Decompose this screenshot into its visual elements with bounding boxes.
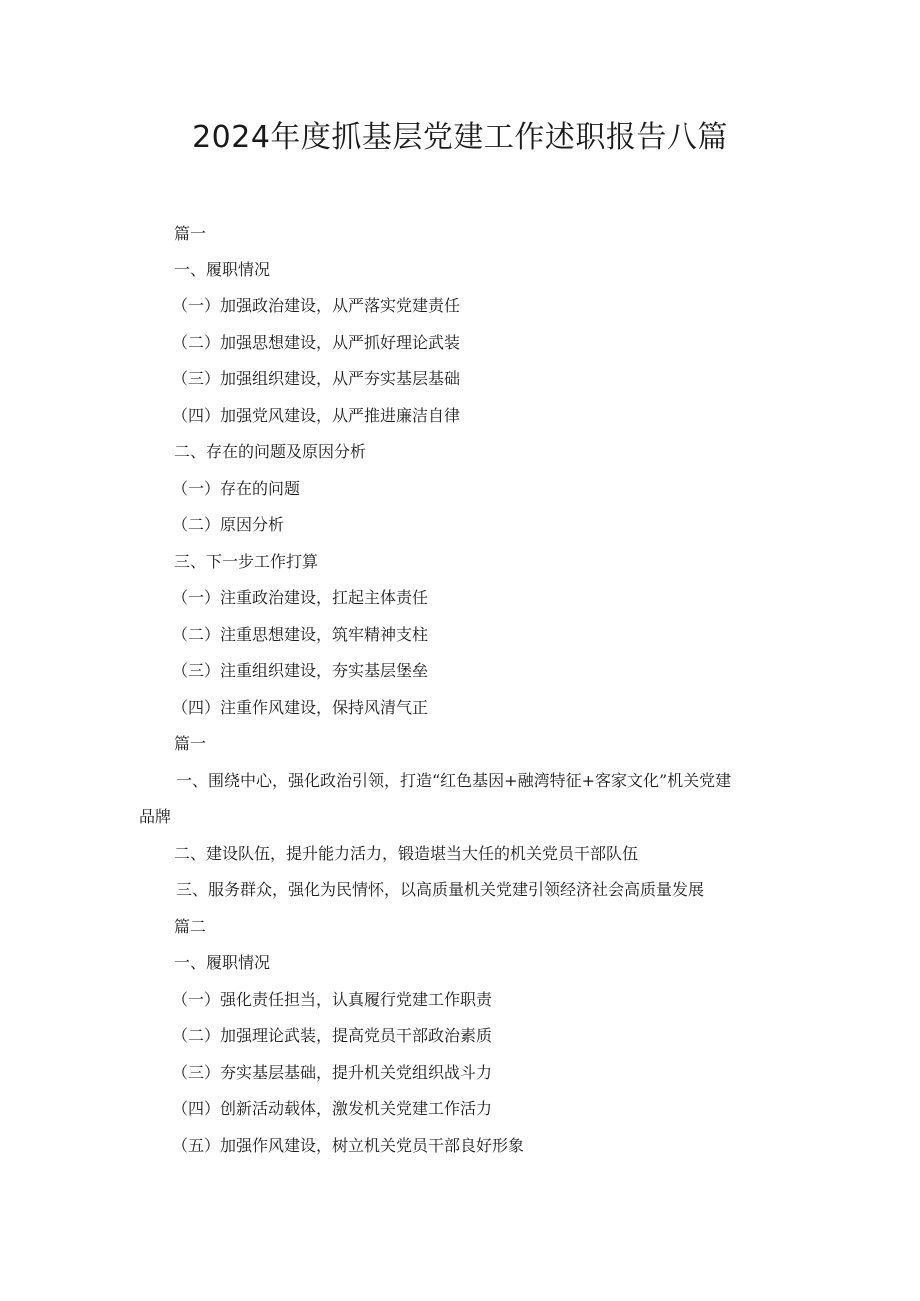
heading-level-2: （二）注重思想建设，筑牢精神支柱 [172,625,429,644]
section-heading: 篇一 [174,734,207,753]
page-title: 2024年度抓基层党建工作述职报告八篇 [192,120,728,155]
heading-level-2: （二）加强思想建设，从严抓好理论武装 [172,333,461,352]
heading-level-1: 二、建设队伍，提升能力活力，锻造堪当大任的机关党员干部队伍 [174,844,639,863]
heading-level-2: （二）加强理论武装，提高党员干部政治素质 [172,1026,493,1045]
heading-level-1: 一、履职情况 [174,953,271,972]
heading-level-2: （二）原因分析 [172,515,285,534]
heading-level-2: （三）加强组织建设，从严夯实基层基础 [172,369,461,388]
heading-level-1-continuation: 品牌 [139,807,172,826]
heading-level-1: 三、下一步工作打算 [174,552,319,571]
heading-level-2: （一）加强政治建设，从严落实党建责任 [172,296,461,315]
heading-level-2: （五）加强作风建设，树立机关党员干部良好形象 [172,1136,525,1155]
section-heading: 篇一 [174,224,207,243]
heading-level-2: （三）夯实基层基础，提升机关党组织战斗力 [172,1063,493,1082]
heading-level-2: （一）注重政治建设，扛起主体责任 [172,588,429,607]
heading-level-2: （一）强化责任担当，认真履行党建工作职责 [172,990,493,1009]
heading-level-1: 一、围绕中心，强化政治引领，打造“红色基因+融湾特征+客家文化”机关党建 [176,771,732,790]
heading-level-2: （四）加强党风建设，从严推进廉洁自律 [172,406,461,425]
heading-level-1: 二、存在的问题及原因分析 [174,442,367,461]
heading-level-2: （三）注重组织建设，夯实基层堡垒 [172,661,429,680]
heading-level-2: （四）创新活动载体，激发机关党建工作活力 [172,1099,493,1118]
heading-level-1: 一、履职情况 [174,260,271,279]
heading-level-1: 三、服务群众，强化为民情怀，以高质量机关党建引领经济社会高质量发展 [176,880,705,899]
section-heading: 篇二 [174,917,207,936]
heading-level-2: （四）注重作风建设，保持风清气正 [172,698,429,717]
heading-level-2: （一）存在的问题 [172,479,301,498]
